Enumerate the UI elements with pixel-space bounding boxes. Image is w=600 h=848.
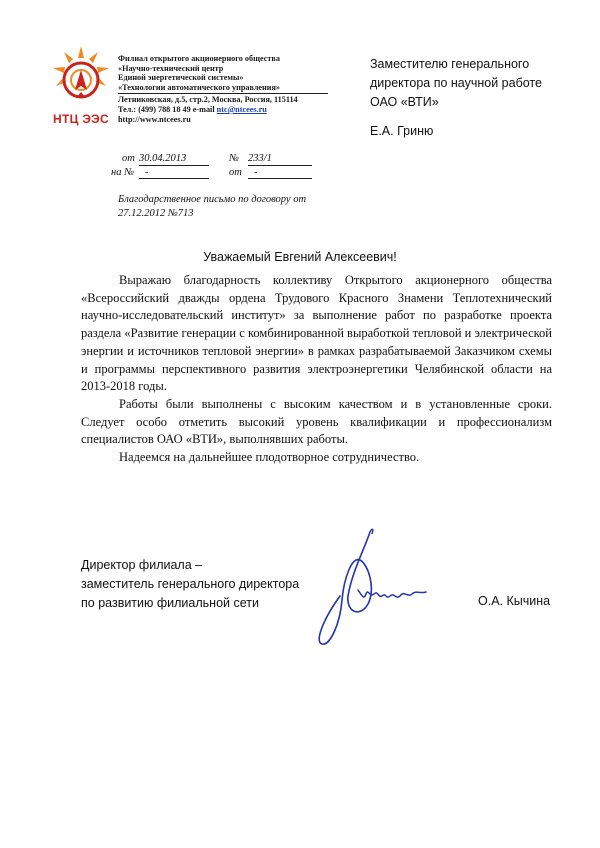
org-line: «Научно-технический центр bbox=[118, 63, 224, 73]
recipient-line: ОАО «ВТИ» bbox=[370, 95, 439, 109]
ref-incoming-label: на № bbox=[111, 167, 134, 178]
signer-line: Директор филиала – bbox=[81, 558, 203, 572]
ref-number-label: № bbox=[229, 153, 239, 164]
ref-incoming-number: - bbox=[139, 167, 209, 179]
ref-incoming-date-label: от bbox=[229, 167, 242, 178]
letter-subject: Благодарственное письмо по договору от 27.12.2012 №713 bbox=[118, 194, 307, 219]
signer-line: по развитию филиальной сети bbox=[81, 596, 259, 610]
org-email-link[interactable]: ntc@ntcees.ru bbox=[216, 104, 267, 114]
body-paragraph: Работы были выполнены с высоким качеством и в установленные сроки. Следует особо отметить высокий уровень квалификации и профессионализм специалистов ОАО «ВТИ», выполнявших работы. bbox=[81, 396, 552, 447]
reference-block bbox=[0, 0, 600, 200]
org-line: «Технологии автоматического управления» bbox=[118, 82, 281, 92]
ref-date: 30.04.2013 bbox=[139, 153, 209, 166]
handwritten-signature bbox=[300, 520, 440, 660]
logo-text: НТЦ ЭЭС bbox=[53, 112, 109, 126]
letter-greeting: Уважаемый Евгений Алексеевич! bbox=[203, 250, 397, 264]
org-phone: Тел.: (499) 788 18 49 e-mail bbox=[118, 104, 217, 114]
ref-date-label: от bbox=[122, 153, 135, 164]
ref-number: 233/1 bbox=[248, 153, 312, 166]
org-line: Филиал открытого акционерного общества bbox=[118, 54, 280, 63]
letter-body bbox=[81, 272, 552, 467]
ref-incoming-date: - bbox=[248, 167, 312, 179]
org-address: Летниковская, д.5, стр.2, Москва, Россия, 115114 bbox=[118, 95, 298, 105]
org-line: Единой энергетической системы» bbox=[118, 73, 244, 83]
body-paragraph: Выражаю благодарность коллективу Открытого акционерного общества «Всероссийский дважды ордена Трудового Красного Знамени Теплотехнический научно-исследовательский институт» за выполнение работ по разработке проекта раздела «Развитие генерации с комбинированной выработкой тепловой и электрической энергии и источников тепловой энергии» в рамках разрабатываемой Заказчиком схемы и программы перспективного развития электроэнергетики Челябинской области на 2013-2018 годы. bbox=[81, 273, 552, 394]
signer-name: О.А. Кычина bbox=[478, 594, 551, 608]
body-paragraph: Надеемся на дальнейшее плодотворное сотрудничество. bbox=[119, 450, 420, 465]
recipient-line: Заместителю генерального bbox=[370, 57, 530, 71]
org-website[interactable]: http://www.ntcees.ru bbox=[118, 114, 191, 124]
signer-line: заместитель генерального директора bbox=[81, 577, 300, 591]
recipient-line: директора по научной работе bbox=[370, 76, 542, 90]
recipient-name: Е.А. Гриню bbox=[370, 124, 434, 138]
